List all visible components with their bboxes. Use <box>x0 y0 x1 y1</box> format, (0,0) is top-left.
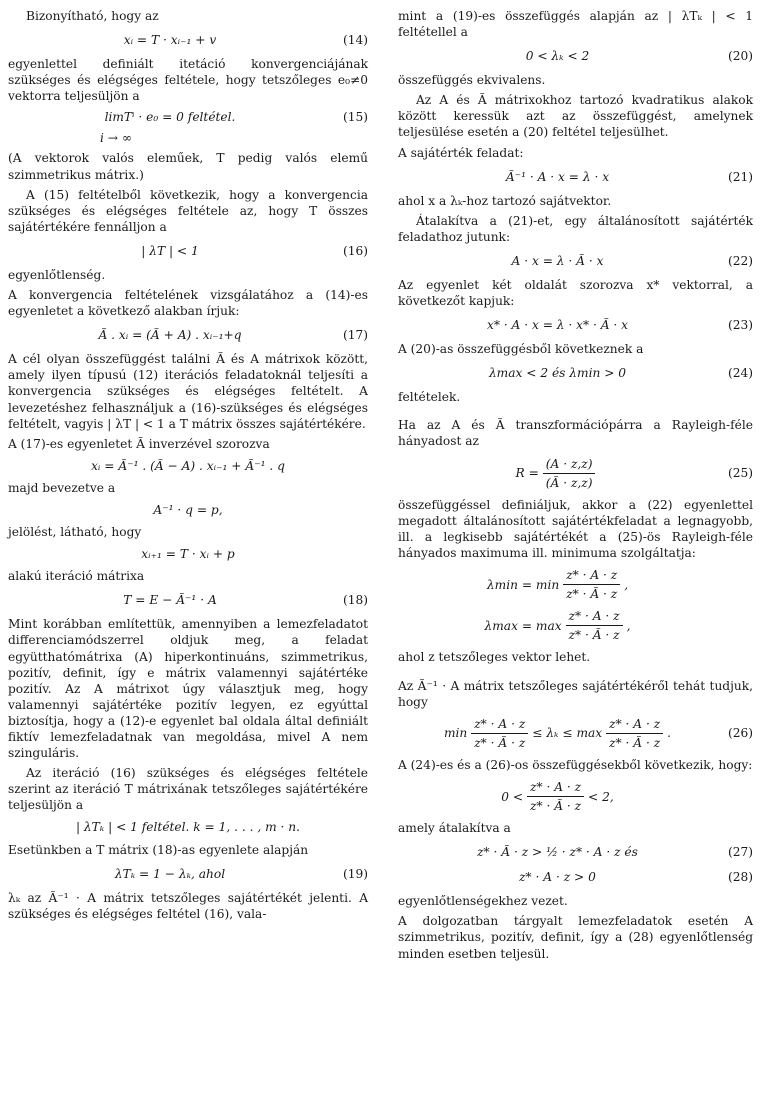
fraction <box>606 716 663 751</box>
paragraph: Az Ã⁻¹ · A mátrix tetszőleges sajátértékéről tehát tudjuk, hogy <box>398 678 753 709</box>
equation-bound <box>398 779 753 814</box>
paragraph: feltételek. <box>398 390 461 405</box>
paragraph: Az egyenlet két oldalát szorozva x* vektorral, a következőt kapjuk: <box>398 277 753 309</box>
equation-lhs: R = <box>515 466 539 481</box>
paragraph: Átalakítva a (21)-et, egy általánosított sajátérték feladathoz jutunk: <box>398 213 753 244</box>
equation-formula: 0 < λₖ < 2 <box>525 49 590 64</box>
equation-formula <box>398 716 717 751</box>
fraction <box>471 716 528 751</box>
paragraph: majd bevezetve a <box>8 480 116 495</box>
equation-19 <box>8 865 368 883</box>
equation-lambda-max <box>398 608 753 643</box>
fraction-numerator: z* · A · z <box>606 716 663 734</box>
equation-21 <box>398 168 753 186</box>
fraction <box>563 567 620 602</box>
paragraph: egyenlőtlenségekhez vezet. <box>398 894 568 909</box>
equation-formula: xᵢ = T · xᵢ₋₁ + v <box>123 33 217 48</box>
equation: A⁻¹ · q = p, <box>153 502 223 517</box>
equation-formula <box>398 779 717 814</box>
equation-28 <box>398 868 753 886</box>
equation: xᵢ = Ã⁻¹ . (Ã − A) . xᵢ₋₁ + Ã⁻¹ . q <box>91 458 285 473</box>
equation-lhs: λmin = min <box>486 577 560 592</box>
equation: xᵢ₊₁ = T · xᵢ + p <box>141 547 235 562</box>
paragraph: A konvergencia feltételének vizsgálatához a (14)-es egyenletet a következő alakban írjuk: <box>8 288 368 319</box>
fraction-numerator: z* · A · z <box>563 567 620 585</box>
equation-number: (20) <box>727 49 753 64</box>
equation-25 <box>398 456 753 491</box>
equation-14 <box>8 31 368 49</box>
equation-20 <box>398 47 753 65</box>
paragraph: alakú iteráció mátrixa <box>8 569 145 584</box>
paragraph: összefüggés ekvivalens. <box>398 73 546 88</box>
equation-16 <box>8 242 368 260</box>
equation-22 <box>398 252 753 270</box>
paragraph: egyenlőtlenség. <box>8 267 106 282</box>
paragraph: λₖ az Ã⁻¹ · A mátrix tetszőleges sajátértékét jelenti. A szükséges és elégséges feltétel (16), vala- <box>8 890 368 921</box>
equation-formula: z* · Ã · z > ½ · z* · A · z és <box>477 845 638 860</box>
equation-lambda-min <box>398 567 753 602</box>
fraction-denominator: z* · Ã · z <box>568 628 620 643</box>
fraction-denominator: z* · Ã · z <box>609 735 661 750</box>
equation-number: (19) <box>342 866 368 881</box>
paragraph: összefüggéssel definiáljuk, akkor a (22) egyenlettel megadott általánosított sajátértékfeladat a legnagyobb, ill. a legkisebb sajátértékét a (25)-ös Rayleigh-féle hányados maximuma ill. minimuma szolgáltatja: <box>398 497 753 560</box>
equation-number: (15) <box>342 110 368 125</box>
paragraph: egyenlettel definiált itetáció konvergenciájának szükséges és elégséges feltétele, hogy tetszőleges e₀≠0 vektorra teljesüljön a <box>8 57 368 104</box>
paragraph: A (17)-es egyenletet Ã inverzével szorozva <box>8 436 270 451</box>
equation-15 <box>8 108 368 126</box>
equation-formula: z* · A · z > 0 <box>519 870 596 885</box>
equation-number: (28) <box>727 870 753 885</box>
paragraph: A (24)-es és a (26)-os összefüggésekből következik, hogy: <box>398 757 753 772</box>
right-column <box>398 8 753 966</box>
paragraph: A cél olyan összefüggést találni Ã és A mátrixok között, amely ilyen típusú (12) iterációs feladatoknál teljesíti a konvergencia szükséges és elégséges feltételt. A levezetéshez felhasználjuk a (16)-szükséges és elégséges feltételt, vagyis | λT | < 1 a T mátrix összes sajátértékére. <box>8 352 368 431</box>
equation-number: (18) <box>342 593 368 608</box>
fraction-numerator: z* · A · z <box>527 779 584 797</box>
equation: | λTₖ | < 1 feltétel. k = 1, . . . , m · n. <box>75 820 301 835</box>
equation-formula: | λT | < 1 <box>141 243 199 258</box>
equation-number: (23) <box>727 318 753 333</box>
fraction <box>527 779 584 814</box>
equation-formula: limTⁱ · e₀ = 0 feltétel. <box>104 110 236 125</box>
fraction-denominator: z* · Ã · z <box>566 587 618 602</box>
paragraph: mint a (19)-es összefüggés alapján az | λTₖ | < 1 feltétellel a <box>398 9 753 40</box>
equation-number: (22) <box>727 253 753 268</box>
fraction-denominator: z* · Ã · z <box>474 735 526 750</box>
equation-number: (17) <box>342 328 368 343</box>
fraction-numerator: z* · A · z <box>471 716 528 734</box>
paragraph: Mint korábban említettük, amennyiben a lemezfeladatot differenciamódszerrel oldjuk meg, a feladat együtthatómátrixa (A) hiperkontinuáns, szimmetrikus, pozitív, definit, így e mátrix valamennyi sajátértéke pozitív. Az A mátrixot úgy választjuk meg, hogy valamennyi sajátértéke pozitív legyen, ez egyúttal biztosítja, hogy a (12)-e egyenlet bal oldala által definiált fiktív lemezfeladatnak van megoldása, mivel A nem szinguláris. <box>8 617 368 761</box>
paragraph: amely átalakítva a <box>398 821 511 836</box>
paragraph: A sajátérték feladat: <box>398 145 524 160</box>
paragraph: Esetünkben a T mátrix (18)-as egyenlete alapján <box>8 842 309 857</box>
equation-number: (14) <box>342 33 368 48</box>
equation-formula: Ã⁻¹ · A · x = λ · x <box>505 169 610 184</box>
equation-17 <box>8 326 368 344</box>
paragraph: ahol z tetszőleges vektor lehet. <box>398 650 591 665</box>
equation-number: (21) <box>727 169 753 184</box>
equation-formula: λmax < 2 és λmin > 0 <box>488 366 627 381</box>
fraction-numerator: (A · z,z) <box>543 456 596 474</box>
equation-lhs: min <box>443 726 468 741</box>
left-column <box>8 8 368 926</box>
paragraph: Bizonyítható, hogy az <box>26 9 159 23</box>
equation-formula: Ã . xᵢ = (Ã + A) . xᵢ₋₁+q <box>98 328 242 343</box>
equation-tail: , <box>626 618 631 633</box>
paragraph: (A vektorok valós eleműek, T pedig valós elemű szimmetrikus mátrix.) <box>8 151 368 182</box>
equation-middle: ≤ λₖ ≤ max <box>532 726 603 741</box>
paragraph: Az A és Ã mátrixokhoz tartozó kvadratikus alakok között keressük azt az összefüggést, amelynek teljesülése esetén a (20) feltétel teljesülhet. <box>398 93 753 140</box>
equation-formula: x* · A · x = λ · x* · Ã · x <box>486 318 629 333</box>
equation-number: (27) <box>727 845 753 860</box>
fraction-denominator: z* · Ã · z <box>530 799 582 814</box>
equation-formula <box>398 567 717 602</box>
equation-26 <box>398 716 753 751</box>
limit-subscript: i → ∞ <box>100 131 133 146</box>
paragraph: Ha az A és Ã transzformációpárra a Rayleigh-féle hányadost az <box>398 418 753 449</box>
fraction-numerator: z* · A · z <box>566 608 623 626</box>
equation-18 <box>8 591 368 609</box>
equation-tail: < 2, <box>588 789 614 804</box>
paragraph: ahol x a λₖ-hoz tartozó sajátvektor. <box>398 193 612 208</box>
equation-lhs: 0 < <box>501 789 524 804</box>
paragraph: jelölést, látható, hogy <box>8 525 142 540</box>
equation-number: (16) <box>342 243 368 258</box>
equation-number: (25) <box>727 466 753 481</box>
equation-formula <box>398 608 717 643</box>
paragraph: A (20)-as összefüggésből következnek a <box>398 342 644 357</box>
equation-number: (26) <box>727 726 753 741</box>
paragraph: Az iteráció (16) szükséges és elégséges feltétele szerint az iteráció T mátrixának tetszőleges sajátértékére teljesüljön a <box>8 766 368 813</box>
equation-formula: A · x = λ · Ã · x <box>511 253 604 268</box>
equation-tail: , <box>624 577 629 592</box>
equation-formula <box>398 456 717 491</box>
paragraph: A dolgozatban tárgyalt lemezfeladatok esetén A szimmetrikus, pozitív, definit, így a (28) egyenlőtlenség minden esetben teljesül. <box>398 914 753 961</box>
fraction <box>566 608 623 643</box>
paragraph: A (15) feltételből következik, hogy a konvergencia szükséges és elégséges feltétele az, hogy T összes sajátértékére fennálljon a <box>8 187 368 234</box>
equation-23 <box>398 316 753 334</box>
equation-number: (24) <box>727 366 753 381</box>
fraction <box>543 456 596 491</box>
fraction-denominator: (Ã · z,z) <box>545 475 593 490</box>
equation-27 <box>398 843 753 861</box>
equation-tail: . <box>667 726 672 741</box>
equation-formula: T = E − Ã⁻¹ · A <box>123 593 217 608</box>
equation-24 <box>398 364 753 382</box>
equation-formula: λTₖ = 1 − λₖ, ahol <box>114 866 226 881</box>
equation-lhs: λmax = max <box>484 618 562 633</box>
